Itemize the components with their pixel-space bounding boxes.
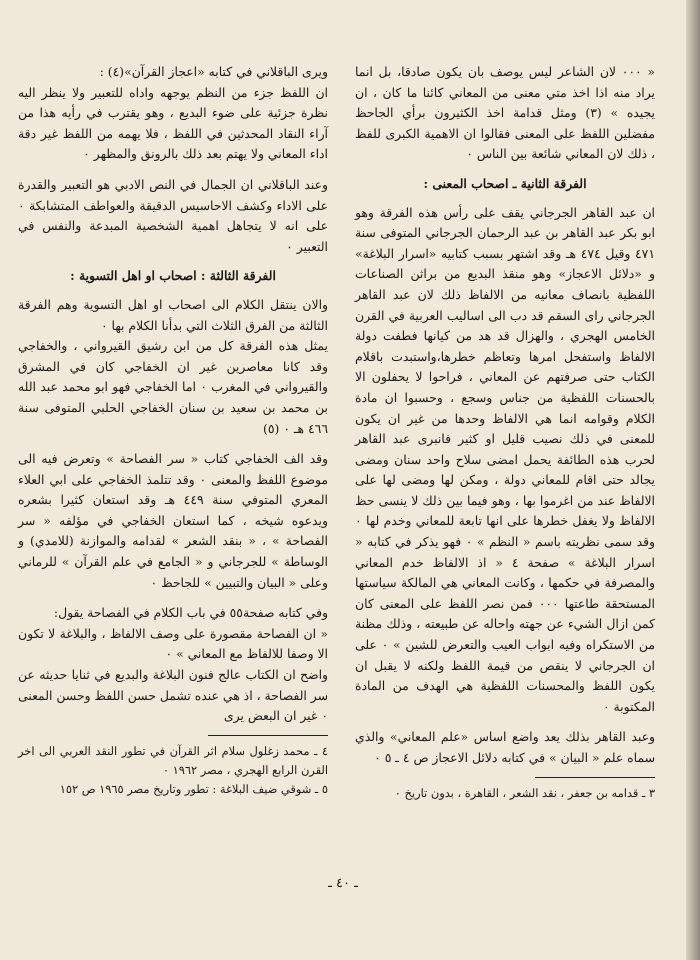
page-number: ـ ٤٠ ـ <box>328 876 358 891</box>
footnote-divider <box>208 735 328 736</box>
footnote: ٣ ـ قدامه بن جعفر ، نقد الشعر ، القاهرة ، بدون تاريخ ٠ <box>394 785 655 800</box>
paragraph: ان عبد القاهر الجرجاني يقف على رأس هذه الفرقة وهو ابو بكر عبد القاهر بن عبد الرحمان الجرجاني المتوفى سنة ٤٧١ وقيل ٤٧٤ هـ وقد اشتهر بسبب كتابيه «اسرار البلاغة» و «دلائل الاعجاز» وهو منقذ البديع من براثن الصناعات اللفظية بانصاف معانيه من الالفاظ ذلك لان عبد القاهر الجرجاني راى السقم قد دب الى اساليب العربية في القرن الخامس الهجري ، والهزال قد هد من كيانها فطفت دولة الالفاظ واستفحل امرها وتعاظم خطرها،واستبدت باقلام الكتاب حتى صرفتهم عن المعاني ، فراحوا لا يحفلون الا بالحسنات اللفظية من جناس وسجع ، وحسبوا ان مادة الكلام وقوامه انما هي الالفاظ وحدها من غير ان يكون للمعنى في ذلك نصيب قليل او كثير فانبرى عبد القاهر لحرب هذه الطائفة يحمل امضى سلاح واحد سنان ومضى يجالد حتى اقام للمعاني دولة ، ومكن لها ومضى لها على الالفاظ عند من اغرموا بها ، وهو فيما بين ذلك لا ينسى حظ الالفاظ ولا يغفل خطرها على انها تابعة للمعاني وخدم لها ٠ وقد سمى نظريته باسم « النظم » ٠ فهو يذكر في كتابه « اسرار البلاغة » صفحة ٤ « اذ الالفاظ خدم المعاني والمصرفة في حكمها ، وكانت المعاني هي المالكة سياستها المستحقة طاعتها ٠٠٠ فمن نصر اللفظ على المعنى كان كمن ازال الشيء عن جهته واحاله عن طبيعته ، وذلك مظنة من الاستكراه وفيه ابواب العيب والتعرض للشين » ٠ على ان الجرجاني لا ينقص من قيمة اللفظ ولكنه لا يقبل ان يكون اللفظ والمحسنات اللفظية هي الهدف من المادة المكتوبة ٠ <box>355 204 656 714</box>
section-heading: الفرقة الثالثة : اصحاب او اهل التسوية : <box>70 268 276 284</box>
paragraph: والان ينتقل الكلام الى اصحاب او اهل التسوية وهم الفرقة الثالثة من الفرق الثلاث التي بدأنا الكلام بها ٠ <box>18 296 328 333</box>
paragraph: واضح ان الكتاب عالج فنون البلاغة والبديع في ثنايا حديثه عن سر الفصاحة ، اذ هي عنده تشمل حسن اللفظ وحسن المعنى ٠ غير ان البعض يرى <box>18 667 328 724</box>
section-heading: الفرقة الثانية ـ اصحاب المعنى : <box>423 175 587 191</box>
footnote-divider <box>535 777 655 778</box>
quote: « ان الفصاحة مقصورة على وصف الالفاظ ، والبلاغة لا تكون الا وصفا للالفاظ مع المعاني » ٠ <box>18 625 328 662</box>
paragraph: وعبد القاهر بذلك يعد واضع اساس «علم المعاني» والذي سماه علم « البيان » في كتابه دلائل الاعجاز ص ٤ ـ ٥ ٠ <box>355 729 655 765</box>
footnote: ٥ ـ شوقي ضيف البلاغة : تطور وتاريخ مصر ١٩٦٥ ص ١٥٢ <box>59 781 328 796</box>
book-spine-edge <box>686 0 700 960</box>
right-column <box>355 62 655 803</box>
paragraph: وعند الباقلاني ان الجمال في النص الادبي هو التعبير والقدرة على الاداء وكشف الاحاسيس الدقيقة والعواطف المتشابكة ٠ على انه لا يتجاهل اهمية الشخصية المبدعة والنفس في التعبير ٠ <box>18 176 328 254</box>
footnote: ٤ ـ محمد زغلول سلام اثر القرآن في تطور النقد العربي الى اخر القرن الرابع الهجري ، مصر ١٩٦٢ ٠ <box>18 743 328 777</box>
paragraph: وقد الف الخفاجي كتاب « سر الفصاحة » وتعرض فيه الى موضوع اللفظ والمعنى ٠ وقد تتلمذ الخفاجي على ابي العلاء المعري المتوفي سنة ٤٤٩ هـ وقد استعان كثيرا بشعره ويدعوه شيخه ، كما استعان الخفاجي في مؤلفه « سر الفصاحة » ، « بنقد الشعر » لقدامه والموازنة (للامدي) و الوساطة » للجرجاني و « الجامع في علم القرآن » للرماني وعلى « البيان والتبيين » للجاحظ ٠ <box>18 451 328 590</box>
paragraph: « ٠٠٠ لان الشاعر ليس يوصف بان يكون صادقا، بل انما يراد منه اذا اخذ متي معنى من المعاني كائنا ما كان ، ان يجيده » (٣) ومثل قدامة اخذ الكثيرون برأي الجاحظ مفضلين اللفظ على المعنى فقالوا ان الاهمية الكبرى للفظ ، ذلك لان المعاني شائعة بين الناس ٠ <box>355 64 655 162</box>
paragraph: ويرى الباقلاني في كتابه «اعجاز القرآن»(٤) : <box>99 64 328 79</box>
paragraph: ان اللفظ جزء من النظم يوجهه واداه للتعبير ولا ينظر اليه نظرة جزئية على ضوء البديع ، وهو يقترب في رأيه هذا من آراء النقاد المحدثين في اللفظ ، فلا يهمه من اللفظ غير دقة اداء المعاني ولا يهتم بعد ذلك بالرونق والمظهر ٠ <box>18 84 328 162</box>
paragraph: وفي كتابه صفحة٥٥ في باب الكلام في الفصاحة يقول: <box>53 605 328 621</box>
left-column <box>18 62 328 799</box>
paragraph: يمثل هذه الفرقة كل من ابن رشيق القيرواني ، والخفاجي وقد كانا معاصرين غير ان الخفاجي كان في المشرق والقيرواني في المغرب ٠ اما الخفاجي فهو ابو محمد عبد الله بن محمد بن سعيد بن سنان الخفاجي الحلبي المتوفى سنة ٤٦٦ هـ ٠ (٥) <box>18 338 328 436</box>
